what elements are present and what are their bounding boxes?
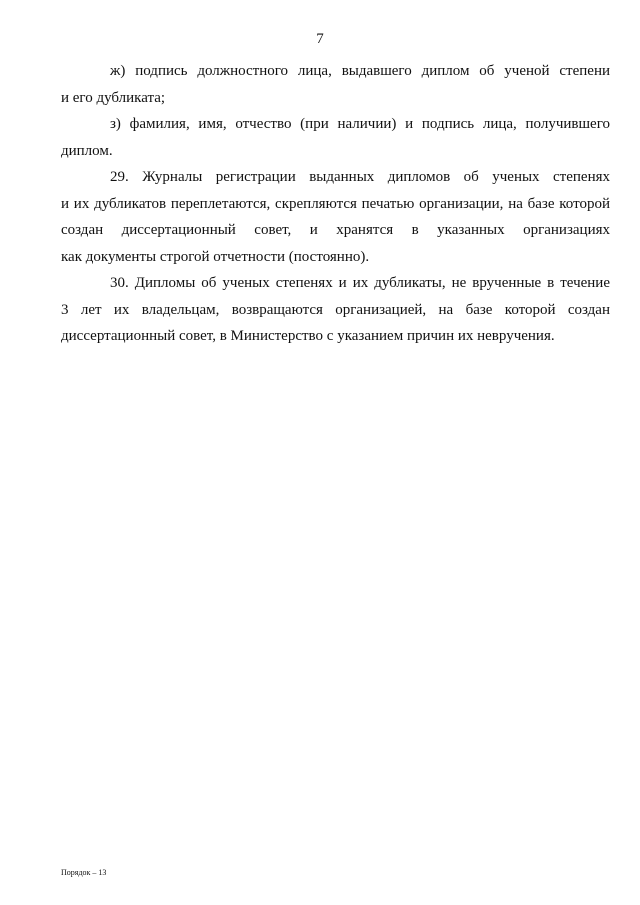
text-line: и его дубликата;	[61, 89, 166, 106]
paragraph-item-zh	[61, 58, 610, 111]
paragraph-item-z	[61, 111, 610, 164]
document-body	[61, 58, 610, 350]
text-line: 30. Дипломы об ученых степенях и их дубликаты, не врученные в течение	[110, 275, 610, 291]
text-line: ж) подпись должностного лица, выдавшего диплом об ученой степени	[110, 63, 610, 79]
paragraph-29	[61, 164, 610, 270]
text-line: и их дубликатов переплетаются, скрепляются печатью организации, на базе которой	[61, 195, 610, 212]
footer-document-label: Порядок – 13	[61, 868, 107, 877]
page-number: 7	[316, 31, 324, 47]
text-line: создан диссертационный совет, и хранятся в указанных организациях	[61, 222, 610, 238]
text-line: 3 лет их владельцам, возвращаются организацией, на базе которой создан	[61, 301, 610, 318]
text-line: 29. Журналы регистрации выданных дипломов об ученых степенях	[110, 169, 610, 185]
text-line: диплом.	[61, 142, 113, 159]
text-line: з) фамилия, имя, отчество (при наличии) и подпись лица, получившего	[110, 116, 610, 132]
text-line: как документы строгой отчетности (постоянно).	[61, 248, 370, 265]
text-line: диссертационный совет, в Министерство с указанием причин их невручения.	[61, 328, 555, 344]
paragraph-30	[61, 270, 610, 350]
